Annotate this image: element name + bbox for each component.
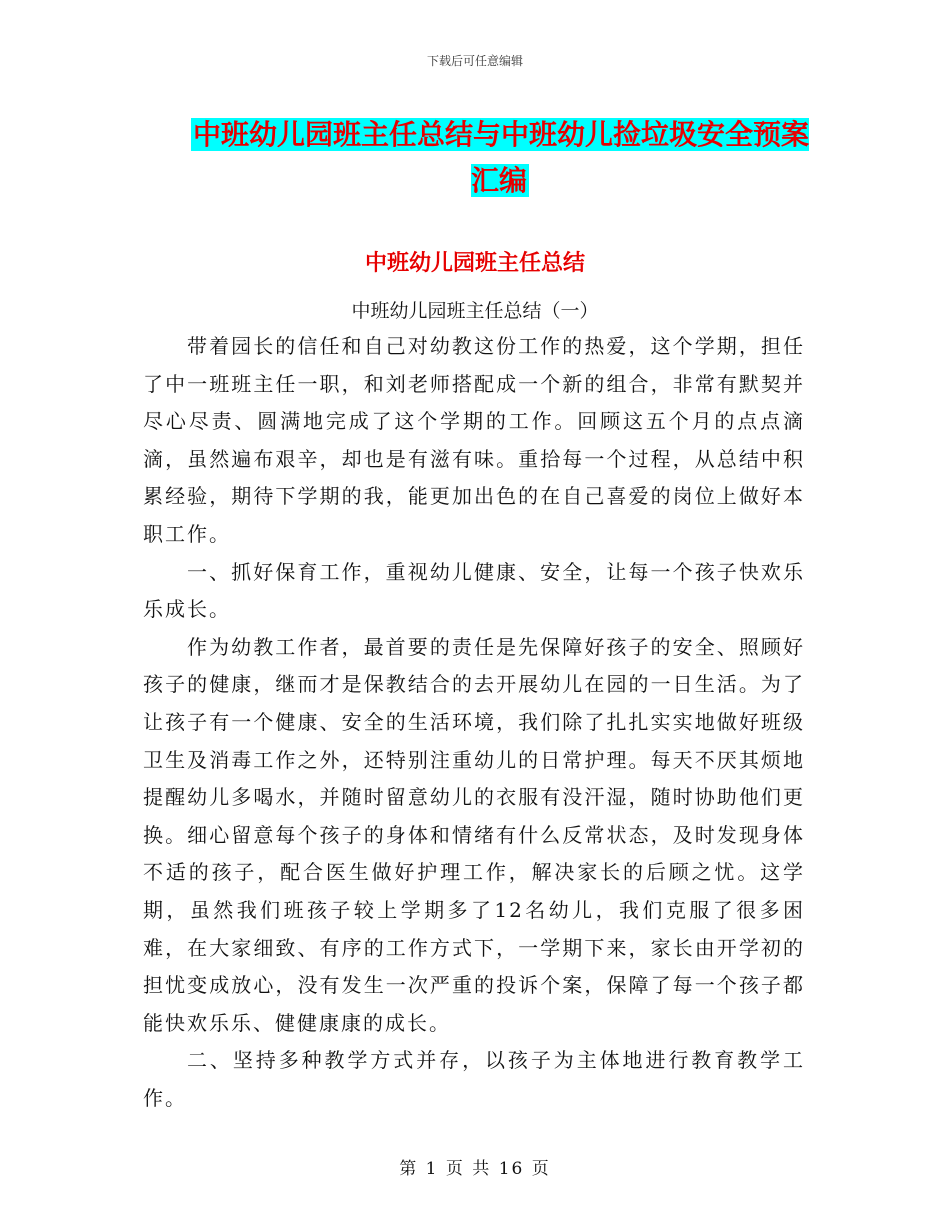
- paragraph-heading-1: 一、抓好保育工作，重视幼儿健康、安全，让每一个孩子快欢乐乐成长。: [143, 559, 805, 622]
- paragraph-intro: 带着园长的信任和自己对幼教这份工作的热爱，这个学期，担任了中一班班主任一职，和刘老师搭配成一个新的组合，非常有默契并尽心尽责、圆满地完成了这个学期的工作。回顾这五个月的点点滴滴，虽然遍布艰辛，却也是有滋有味。重拾每一个过程，从总结中积累经验，期待下学期的我，能更加出色的在自己喜爱的岗位上做好本职工作。: [143, 334, 805, 546]
- body-text: [143, 328, 805, 1117]
- paragraph-care: 作为幼教工作者，最首要的责任是先保障好孩子的安全、照顾好孩子的健康，继而才是保教结合的去开展幼儿在园的一日生活。为了让孩子有一个健康、安全的生活环境，我们除了扎扎实实地做好班级卫生及消毒工作之外，还特别注重幼儿的日常护理。每天不厌其烦地提醒幼儿多喝水，并随时留意幼儿的衣服有没汗湿，随时协助他们更换。细心留意每个孩子的身体和情绪有什么反常状态，及时发现身体不适的孩子，配合医生做好护理工作，解决家长的后顾之忧。这学期，虽然我们班孩子较上学期多了12名幼儿，我们克服了很多困难，在大家细致、有序的工作方式下，一学期下来，家长由开学初的担忧变成放心，没有发生一次严重的投诉个案，保障了每一个孩子都能快欢乐乐、健健康康的成长。: [143, 634, 805, 1035]
- paragraph-heading-2: 二、坚持多种教学方式并存，以孩子为主体地进行教育教学工作。: [143, 1048, 805, 1110]
- document-title: [190, 112, 810, 204]
- sub-title: 中班幼儿园班主任总结（一）: [351, 300, 599, 322]
- section-title: 中班幼儿园班主任总结: [364, 251, 585, 276]
- document-title-text: 中班幼儿园班主任总结与中班幼儿捡垃圾安全预案汇编: [192, 118, 809, 197]
- header-note: 下载后可任意编辑: [426, 54, 523, 68]
- page-footer: 第 1 页 共 16 页: [399, 1159, 551, 1179]
